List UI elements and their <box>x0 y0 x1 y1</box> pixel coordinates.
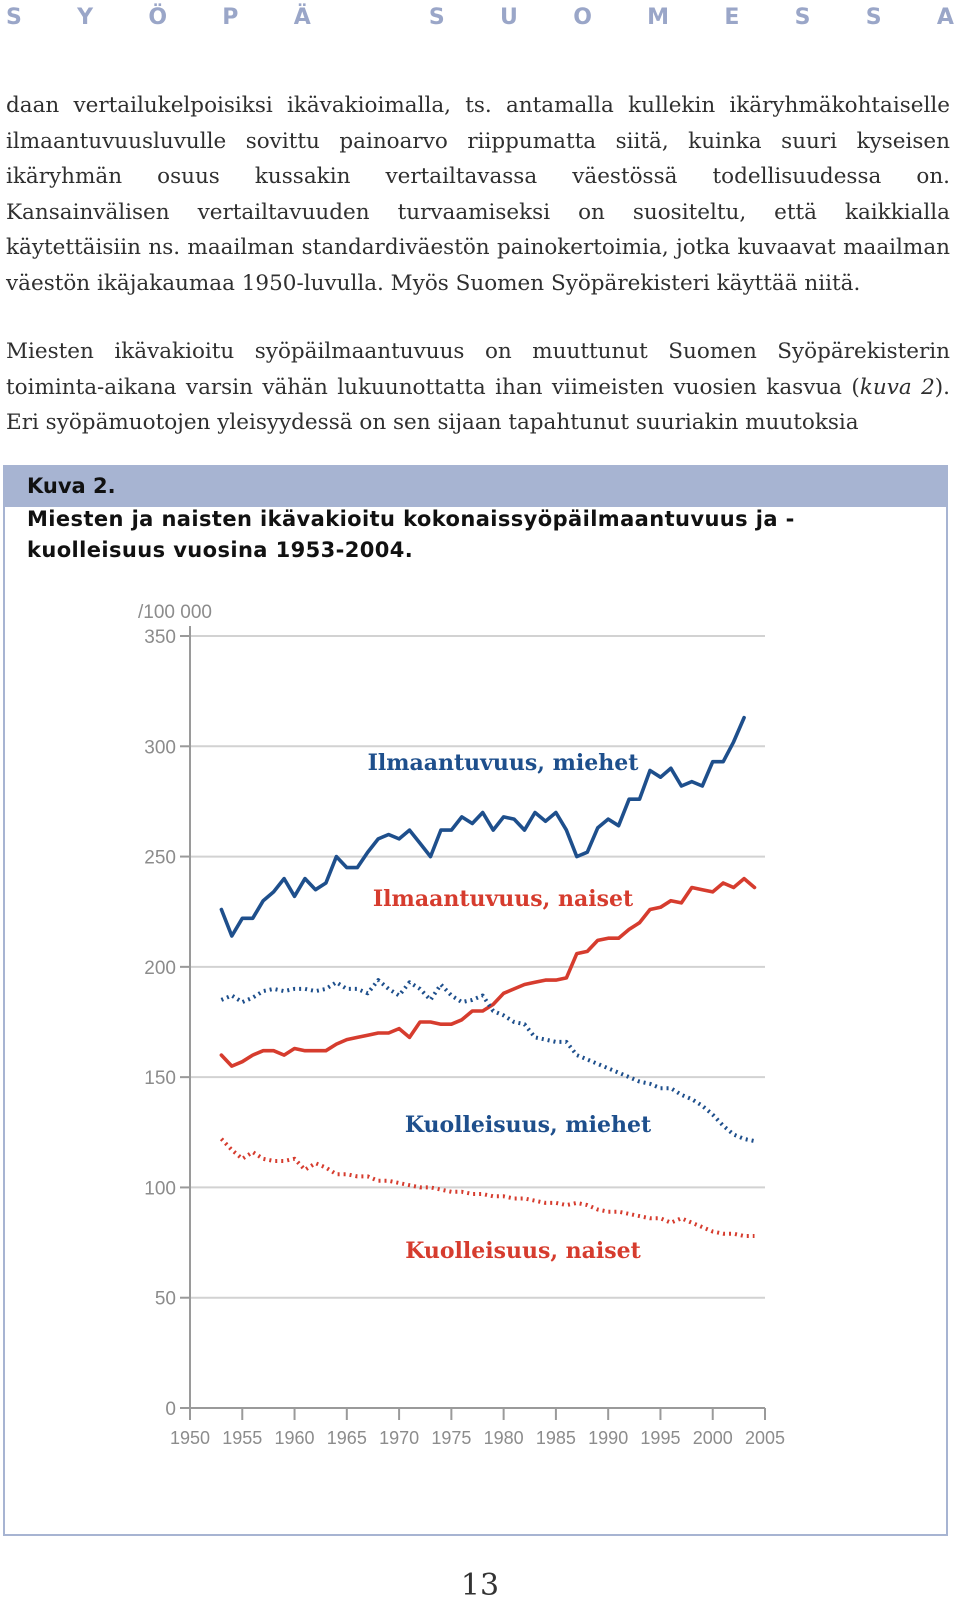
running-header-letter: M <box>647 5 670 30</box>
figure-title: Miesten ja naisten ikävakioitu kokonaissyöpäilmaantuvuus ja -kuolleisuus vuosina 1953-2004. <box>27 507 795 562</box>
x-tick-label: 1970 <box>379 1428 420 1448</box>
series-label: Kuolleisuus, miehet <box>404 1112 652 1138</box>
series-label: Ilmaantuvuus, naiset <box>372 886 634 912</box>
y-axis-unit-label: /100 000 <box>138 602 212 623</box>
x-tick-label: 1990 <box>588 1428 629 1448</box>
x-tick-label: 2000 <box>692 1428 733 1448</box>
running-header-letter: Ä <box>293 5 311 30</box>
x-tick-label: 1955 <box>222 1428 263 1448</box>
body-paragraph-1: daan vertailukelpoisiksi ikävakioimalla, ts. antamalla kullekin ikäryhmäkohtaiselle ilmaantuvuusluvulle sovittu painoarvo riippumatta siitä, kuinka suuri kyseisen ikäryhmän osuus kussakin vertailtavassa väestössä todellisuudessa on. Kansainvälisen vertailtavuuden turvaamiseksi on suositeltu, että kaikkialla käytettäisiin ns. maailman standardiväestön painokertoimia, jotka kuvaavat maailman väestön ikäjakaumaa 1950-luvulla. Myös Suomen Syöpärekisteri käyttää niitä. <box>6 93 950 296</box>
running-header-letter: P <box>222 5 239 30</box>
running-header-letter: U <box>500 5 518 30</box>
x-tick-label: 1985 <box>535 1428 576 1448</box>
y-tick-label: 200 <box>144 957 176 979</box>
running-header-letter: S <box>428 5 445 30</box>
x-tick-label: 1965 <box>326 1428 367 1448</box>
running-header-letter: A <box>936 5 954 30</box>
y-tick-label: 0 <box>165 1399 176 1420</box>
running-header-letter: S <box>794 5 811 30</box>
page-number: 13 <box>460 1568 500 1603</box>
figure-label: Kuva 2. <box>27 474 116 498</box>
x-tick-label: 1980 <box>483 1428 524 1448</box>
y-tick-label: 50 <box>154 1288 176 1310</box>
x-tick-label: 1975 <box>431 1428 472 1448</box>
running-header-letter: S <box>865 5 882 30</box>
running-header-letter: Y <box>77 5 94 30</box>
x-tick-label: 2005 <box>744 1428 786 1448</box>
running-header-letter: O <box>573 5 592 30</box>
series-label: Kuolleisuus, naiset <box>405 1238 641 1264</box>
x-tick-label: 1950 <box>169 1428 211 1448</box>
x-tick-label: 1995 <box>640 1428 681 1448</box>
y-tick-label: 300 <box>144 737 176 759</box>
y-tick-label: 150 <box>144 1068 176 1090</box>
y-tick-label: 350 <box>144 627 176 648</box>
y-tick-label: 100 <box>144 1178 176 1200</box>
series-label: Ilmaantuvuus, miehet <box>367 750 639 776</box>
running-header-letter: S <box>6 5 22 30</box>
x-tick-label: 1960 <box>274 1428 315 1448</box>
running-header-letter: Ö <box>148 5 168 30</box>
body-paragraph-2: Miesten ikävakioitu syöpäilmaantuvuus on muuttunut Suomen Syöpärekisterin toiminta-aikana varsin vähän lukuunottatta ihan viimeisten vuosien kasvua (kuva 2). Eri syöpämuotojen yleisyydessä on sen sijaan tapahtunut suuriakin muutoksia <box>6 339 951 435</box>
running-header-letter: E <box>724 5 740 30</box>
y-tick-label: 250 <box>144 847 176 869</box>
